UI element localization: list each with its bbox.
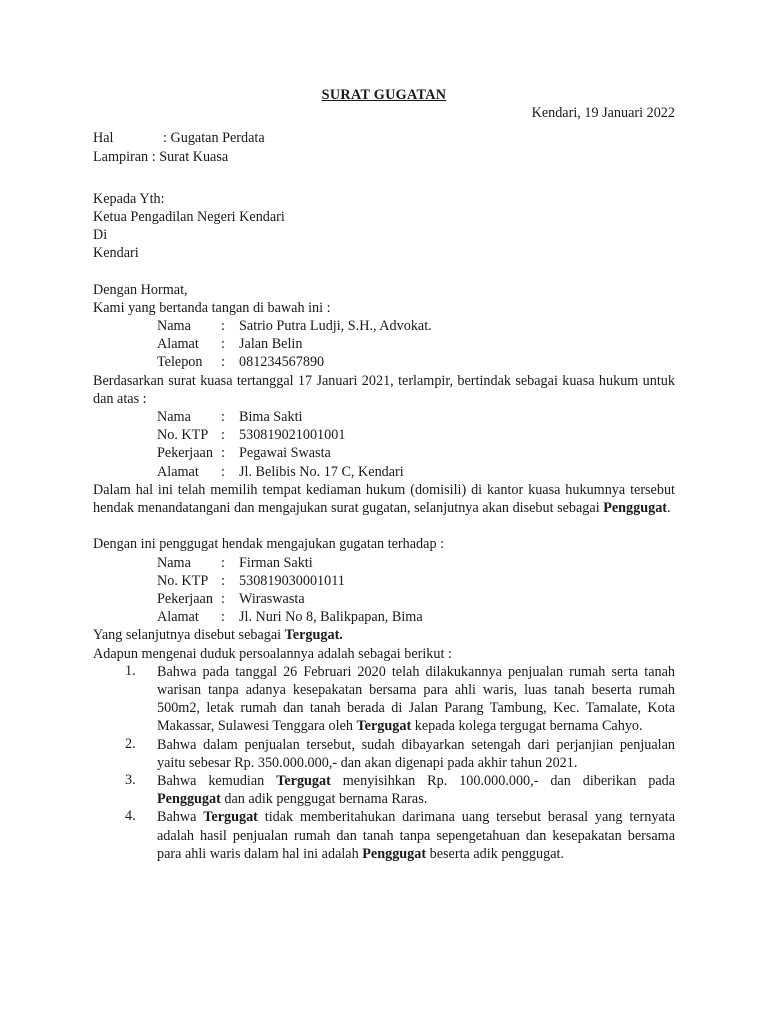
colon: : xyxy=(221,590,225,607)
list-item xyxy=(93,663,675,736)
advocate-nama: Satrio Putra Ludji, S.H., Advokat. xyxy=(239,318,432,335)
field-label: Alamat xyxy=(157,609,199,626)
hal-label: Hal xyxy=(93,130,114,147)
field-label: No. KTP xyxy=(157,572,209,589)
item-text: Bahwa pada tanggal 26 Februari 2020 telah dilakukannya penjualan rumah serta tanah warisan tanpa adanya kesepakatan bersama para ahli waris, luas tanah beserta rumah 500m2, letak rumah dan tanah berada di Jalan Parang Tambung, Kec. Tamalate, Kota Makassar, Sulawesi Tenggara oleh xyxy=(157,663,675,735)
penggugat-term: Penggugat xyxy=(362,845,427,862)
colon: : xyxy=(221,336,225,353)
plaintiff-ktp-row xyxy=(93,426,675,444)
colon: : xyxy=(221,409,225,426)
defendant-nama: Firman Sakti xyxy=(239,554,313,571)
plaintiff-nama: Bima Sakti xyxy=(239,409,303,426)
lampiran-row xyxy=(93,148,675,166)
plaintiff-alamat: Jl. Belibis No. 17 C, Kendari xyxy=(239,463,404,480)
advocate-telepon: 081234567890 xyxy=(239,354,325,371)
tergugat-term: Tergugat xyxy=(276,772,331,789)
item-text: beserta adik penggugat. xyxy=(429,845,564,862)
item-body xyxy=(157,808,675,863)
colon: : xyxy=(163,130,171,147)
item-text: tidak memberitahukan darimana uang tersebut berasal yang ternyata adalah hasil penjualan rumah dan tanah tanpa sepengetahuan dan kesepakatan bersama para ahli waris dalam hal ini adalah xyxy=(157,809,676,862)
intro-line: Kami yang bertanda tangan di bawah ini : xyxy=(93,299,331,316)
penggugat-term: Penggugat xyxy=(157,791,221,808)
advocate-nama-row xyxy=(93,317,675,335)
item-body xyxy=(157,736,675,772)
item-number: 3. xyxy=(125,771,136,788)
item-text: menyisihkan Rp. 100.000.000,- dan diberikan pada xyxy=(342,772,676,789)
item-text: Bahwa dalam penjualan tersebut, sudah dibayarkan setengah dari perjanjian penjualan yaitu sebesar Rp. 350.000.000,- dan akan digenapi pada akhir tahun 2021. xyxy=(157,736,675,771)
item-text: Bahwa xyxy=(157,809,197,826)
spacer xyxy=(93,166,675,190)
against-intro: Dengan ini penggugat hendak mengajukan gugatan terhadap : xyxy=(93,536,445,553)
plaintiff-nama-row xyxy=(93,408,675,426)
item-number: 2. xyxy=(125,735,136,752)
advocate-alamat-row xyxy=(93,335,675,353)
field-label: No. KTP xyxy=(157,427,209,444)
defendant-nama-row xyxy=(93,554,675,572)
hal-row xyxy=(93,129,675,147)
advocate-telepon-row xyxy=(93,353,675,371)
defendant-pekerjaan-row xyxy=(93,590,675,608)
document-title: SURAT GUGATAN xyxy=(321,87,447,103)
tergugat-term: Tergugat. xyxy=(284,627,343,644)
penggugat-term: Penggugat xyxy=(603,499,668,516)
list-item xyxy=(93,808,675,863)
plaintiff-ktp: 530819021001001 xyxy=(239,427,346,444)
lampiran-label: Lampiran xyxy=(93,148,149,165)
spacer xyxy=(93,263,675,281)
field-label: Nama xyxy=(157,409,191,426)
colon: : xyxy=(221,463,225,480)
domisili-paragraph: Dalam hal ini telah memilih tempat kediaman hukum (domisili) di kantor kuasa hukumnya tersebut hendak menandatangani dan mengajukan surat gugatan, selanjutnya akan disebut sebagai Penggugat. xyxy=(93,481,675,516)
item-number: 4. xyxy=(125,808,136,825)
item-body xyxy=(157,772,675,808)
colon: : xyxy=(221,554,225,571)
advocate-alamat: Jalan Belin xyxy=(239,336,303,353)
recipient-line-4: Kendari xyxy=(93,245,139,262)
spacer xyxy=(93,517,675,535)
plaintiff-pekerjaan: Pegawai Swasta xyxy=(239,445,331,462)
hal-value: Gugatan Perdata xyxy=(170,130,265,147)
recipient-line-3: Di xyxy=(93,227,108,244)
field-label: Pekerjaan xyxy=(157,445,213,462)
kuasa-paragraph: Berdasarkan surat kuasa tertanggal 17 Januari 2021, terlampir, bertindak sebagai kuasa hukum untuk dan atas : xyxy=(93,372,675,407)
colon: : xyxy=(221,318,225,335)
tergugat-line xyxy=(93,626,675,644)
list-item xyxy=(93,736,675,772)
defendant-alamat: Jl. Nuri No 8, Balikpapan, Bima xyxy=(239,609,423,626)
field-label: Nama xyxy=(157,318,191,335)
spacer xyxy=(93,122,675,129)
field-label: Alamat xyxy=(157,463,199,480)
item-text: kepada kolega tergugat bernama Cahyo. xyxy=(414,718,643,735)
greeting: Dengan Hormat, xyxy=(93,281,188,298)
plaintiff-pekerjaan-row xyxy=(93,444,675,462)
defendant-pekerjaan: Wiraswasta xyxy=(239,590,305,607)
tergugat-term: Tergugat xyxy=(203,809,258,826)
recipient-line-2: Ketua Pengadilan Negeri Kendari xyxy=(93,208,285,225)
colon: : xyxy=(221,427,225,444)
colon: : xyxy=(221,609,225,626)
defendant-alamat-row xyxy=(93,608,675,626)
colon: : xyxy=(148,148,160,165)
colon: : xyxy=(221,572,225,589)
field-label: Alamat xyxy=(157,336,199,353)
field-label: Nama xyxy=(157,554,191,571)
field-label: Telepon xyxy=(157,354,203,371)
item-body xyxy=(157,663,675,736)
defendant-ktp-row xyxy=(93,572,675,590)
lampiran-value: Surat Kuasa xyxy=(159,148,229,165)
field-label: Pekerjaan xyxy=(157,590,213,607)
tergugat-term: Tergugat xyxy=(356,718,412,735)
tergugat-intro: Yang selanjutnya disebut sebagai xyxy=(93,627,282,644)
item-text: dan adik penggugat bernama Raras. xyxy=(224,791,428,808)
colon: : xyxy=(221,445,225,462)
domisili-text: Dalam hal ini telah memilih tempat kediaman hukum (domisili) di kantor kuasa hukumnya tersebut hendak menandatangani dan mengajukan surat gugatan, selanjutnya akan disebut sebagai xyxy=(93,481,675,516)
recipient-line-1: Kepada Yth: xyxy=(93,190,165,207)
place-date: Kendari, 19 Januari 2022 xyxy=(531,105,675,122)
letter-page xyxy=(93,86,675,863)
list-item xyxy=(93,772,675,808)
defendant-ktp: 530819030001011 xyxy=(239,572,345,589)
plaintiff-alamat-row xyxy=(93,463,675,481)
duduk-intro: Adapun mengenai duduk persoalannya adalah sebagai berikut : xyxy=(93,645,452,662)
item-text: Bahwa kemudian xyxy=(157,772,265,789)
colon: : xyxy=(221,354,225,371)
item-number: 1. xyxy=(125,662,136,679)
